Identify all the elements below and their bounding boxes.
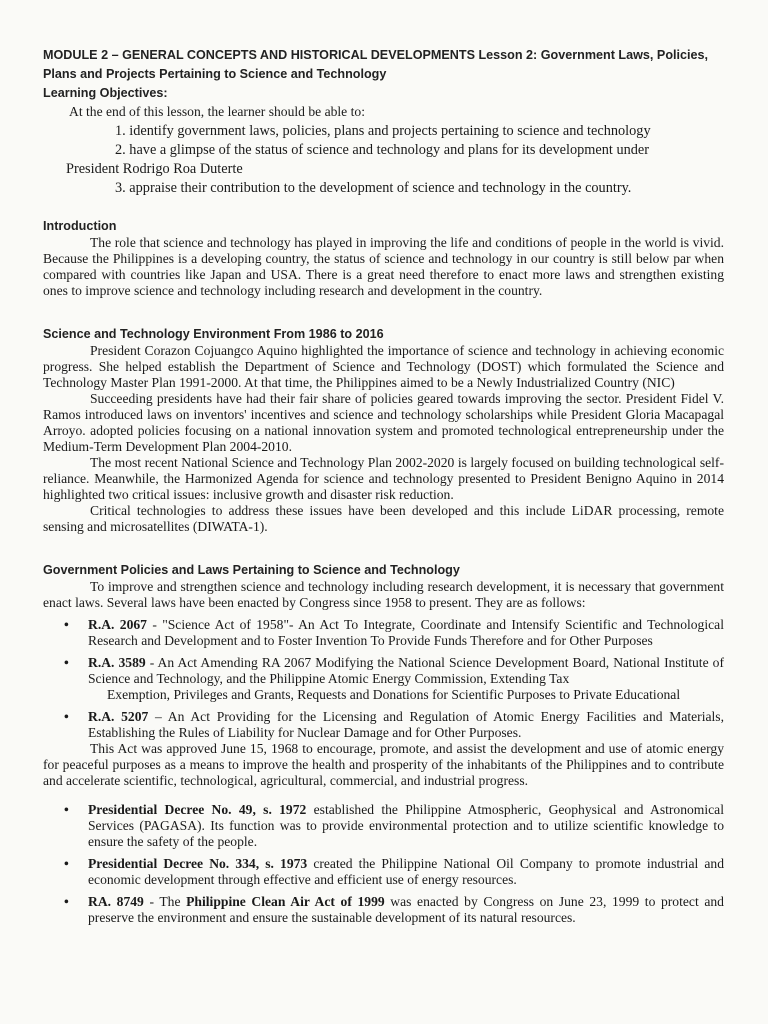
law-description: – An Act Providing for the Licensing and Regulation of Atomic Energy Facilities and Materials, Establishing the Rules of Liability for Nuclear Damage and for Other Purposes.	[88, 709, 724, 740]
module-title: MODULE 2 – GENERAL CONCEPTS AND HISTORICAL DEVELOPMENTS Lesson 2: Government Laws, Policies, Plans and Projects Pertaining to Science and Technology	[43, 48, 709, 81]
decree-description: established the Philippine Atmospheric, Geophysical and Astronomical Services (PAGASA). Its function was to provide environmental protection and to utilize scientific knowledge to ensure the safety of the people.	[88, 802, 724, 849]
policies-heading: Government Policies and Laws Pertaining to Science and Technology	[43, 563, 460, 577]
list-item-pd-49	[43, 802, 724, 850]
list-item-pd-334	[43, 856, 724, 888]
environment-heading: Science and Technology Environment From 1986 to 2016	[43, 327, 384, 341]
law-description-continued: Exemption, Privileges and Grants, Requests and Donations for Scientific Purposes to Private Educational	[107, 687, 681, 702]
objectives-heading: Learning Objectives:	[43, 86, 168, 100]
objective-item-2-continued: President Rodrigo Roa Duterte	[66, 161, 243, 177]
law-name: R.A. 3589	[88, 655, 146, 670]
objectives-intro: At the end of this lesson, the learner should be able to:	[69, 104, 365, 119]
law-description: was enacted by Congress on June 23, 1999 to protect and preserve the environment and ensure the sustainable development of its natural resources.	[88, 894, 724, 925]
environment-paragraph-4: Critical technologies to address these issues have been developed and this include LiDAR processing, remote sensing and microsatellites (DIWATA-1).	[43, 503, 724, 534]
list-item-ra-3589	[43, 655, 724, 703]
law-connector: - The	[143, 894, 187, 909]
list-item-ra-2067	[43, 617, 724, 649]
list-item-ra-8749	[43, 894, 724, 926]
environment-paragraph-1: President Corazon Cojuangco Aquino highlighted the importance of science and technology in achieving economic progress. She helped establish the Department of Science and Technology (DOST) which formulated the Science and Technology Master Plan 1991-2000. At that time, the Philippines aimed to be a Newly Industrialized Country (NIC)	[43, 343, 724, 390]
decree-list	[43, 802, 724, 926]
list-item-ra-5207	[43, 709, 724, 741]
ra-5207-paragraph: This Act was approved June 15, 1968 to encourage, promote, and assist the development and use of atomic energy for peaceful purposes as a means to improve the health and prosperity of the inhabitants of the Philippines and to contribute and accelerate scientific, technological, agricultural, commercial, and industrial progress.	[43, 741, 724, 788]
objective-item-3: 3. appraise their contribution to the development of science and technology in the country.	[115, 180, 632, 196]
law-name: Philippine Clean Air Act of 1999	[186, 894, 385, 909]
policies-intro: To improve and strengthen science and technology including research development, it is necessary that government enact laws. Several laws have been enacted by Congress since 1958 to present. They are as follows:	[43, 579, 724, 610]
introduction-body: The role that science and technology has played in improving the life and conditions of people in the world is vivid. Because the Philippines is a developing country, the status of science and technology in our country is still below par when compared with countries like Japan and USA. There is a great need therefore to enact more laws and strengthen existing ones to improve science and technology including research and development in the country.	[43, 235, 724, 298]
law-description: - "Science Act of 1958"- An Act To Integrate, Coordinate and Intensify Scientific and Technological Research and Development and to Foster Invention To Provide Funds Therefore and for Other Purposes	[88, 617, 724, 648]
law-name: R.A. 2067	[88, 617, 147, 632]
environment-paragraph-3: The most recent National Science and Technology Plan 2002-2020 is largely focused on building technological self-reliance. Meanwhile, the Harmonized Agenda for science and technology presented to President Benigno Aquino in 2014 highlighted two critical issues: inclusive growth and disaster risk reduction.	[43, 455, 724, 502]
decree-name: Presidential Decree No. 334, s. 1973	[88, 856, 308, 871]
law-name: R.A. 5207	[88, 709, 149, 724]
introduction-heading: Introduction	[43, 219, 117, 233]
objective-item-2: 2. have a glimpse of the status of science and technology and plans for its development under	[115, 142, 649, 158]
law-description: - An Act Amending RA 2067 Modifying the National Science Development Board, National Institute of Science and Technology, and the Philippine Atomic Energy Commission, Extending Tax	[88, 655, 724, 686]
environment-paragraph-2: Succeeding presidents have had their fair share of policies geared towards improving the sector. President Fidel V. Ramos introduced laws on inventors' incentives and science and technology scholarships while President Gloria Macapagal Arroyo. adopted policies focusing on a national innovation system and promoted technological entrepreneurship under the Medium-Term Development Plan 2004-2010.	[43, 391, 724, 454]
law-list	[43, 617, 724, 741]
decree-description: created the Philippine National Oil Company to promote industrial and economic development through effective and efficient use of energy resources.	[88, 856, 724, 887]
law-number: RA. 8749	[88, 894, 144, 909]
decree-name: Presidential Decree No. 49, s. 1972	[88, 802, 307, 817]
objective-item-1: 1. identify government laws, policies, plans and projects pertaining to science and technology	[115, 123, 651, 139]
